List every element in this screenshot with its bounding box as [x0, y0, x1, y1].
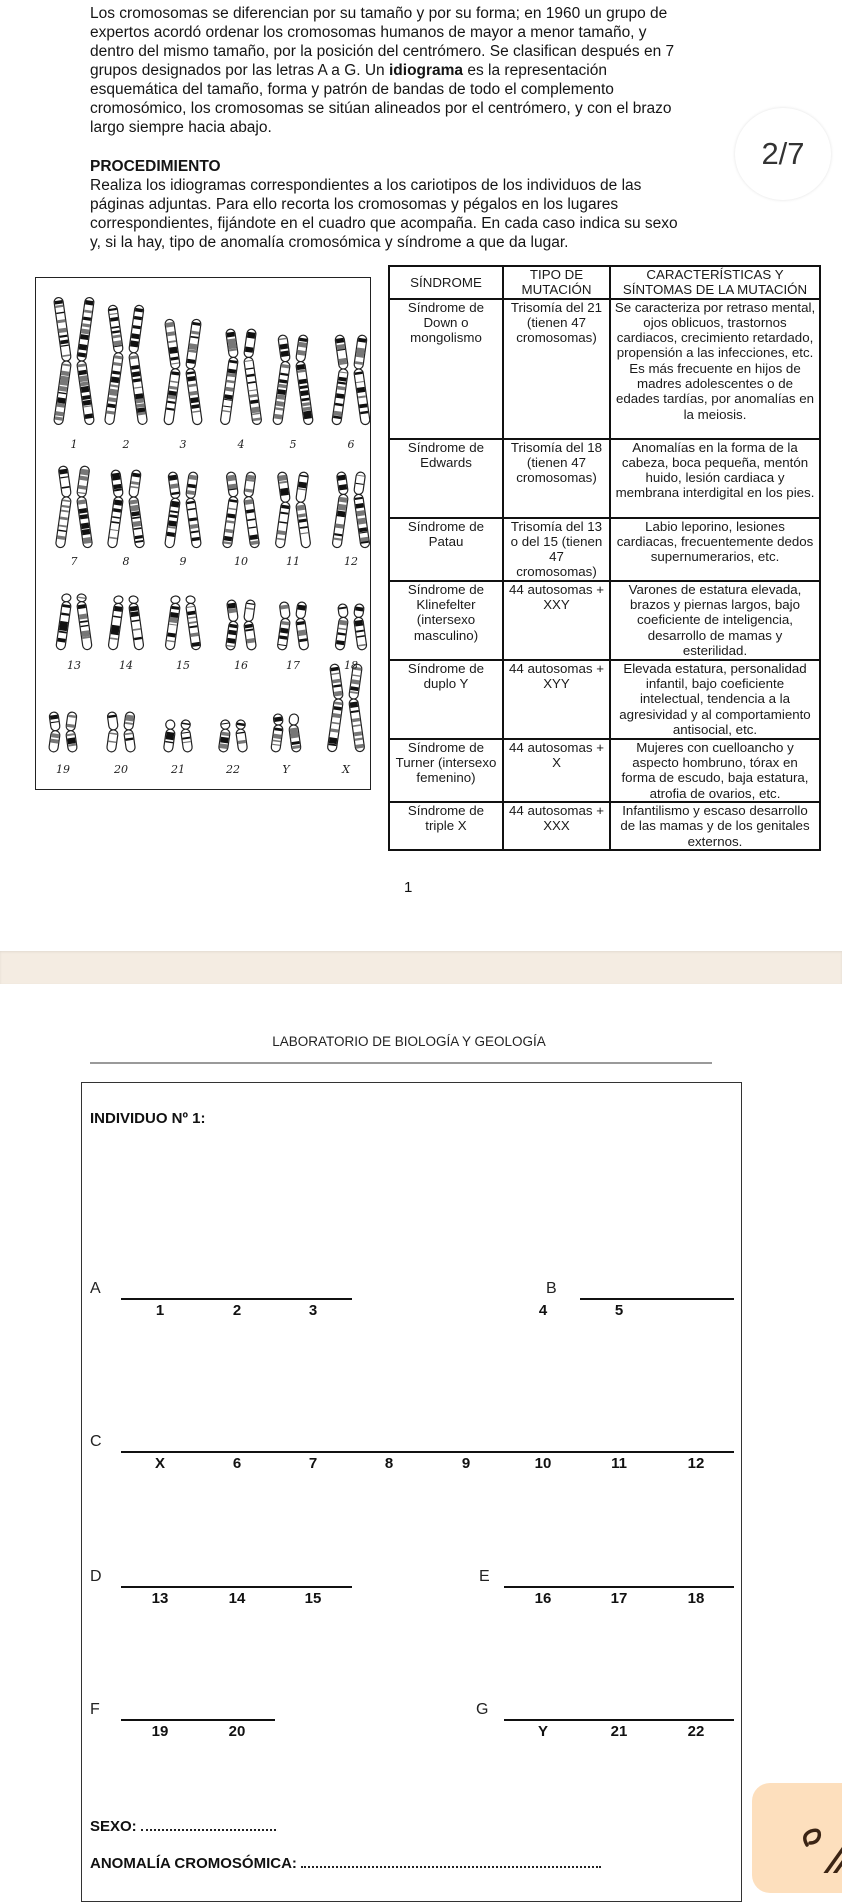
- slot-number: 20: [228, 1723, 246, 1740]
- chromosome-pair-18: [335, 603, 367, 650]
- header-type: TIPO DE MUTACIÓN: [503, 266, 610, 299]
- slot-number: 3: [308, 1302, 318, 1319]
- chromosome-label: 14: [119, 659, 133, 672]
- chromosome-pair-21: [163, 719, 192, 752]
- chromosome-label: 7: [70, 555, 78, 568]
- slot-number: 17: [610, 1590, 628, 1607]
- sex-label: SEXO:: [90, 1818, 137, 1835]
- procedure-heading: PROCEDIMIENTO: [90, 158, 221, 175]
- cell-syndrome: Síndrome de Klinefelter (intersexo masculino): [389, 581, 503, 660]
- paste-line-C[interactable]: [121, 1451, 734, 1453]
- paste-line-G[interactable]: [504, 1719, 734, 1721]
- cell-traits: Varones de estatura elevada, brazos y piernas largos, bajo coeficiente de inteligencia, desarrollo de mamas y esterilidad.: [610, 581, 820, 660]
- chromosome-pair-1: [54, 297, 95, 425]
- page-indicator-badge[interactable]: [735, 108, 831, 200]
- procedure-line: y, si la hay, tipo de anomalía cromosómica y síndrome a que da lugar.: [90, 234, 569, 251]
- cell-syndrome: Síndrome de Turner (intersexo femenino): [389, 739, 503, 802]
- chromosome-pair-19: [49, 712, 78, 753]
- slot-number: 7: [308, 1455, 318, 1472]
- table-row: [389, 739, 820, 802]
- chromosome-label: 12: [344, 555, 358, 568]
- slot-number: 2: [232, 1302, 242, 1319]
- chromosome-label: 1: [70, 438, 78, 451]
- chromosome-label: 16: [234, 659, 248, 672]
- bold-term: idiograma: [388, 62, 464, 79]
- slot-number: 21: [610, 1723, 628, 1740]
- header-syndrome: SÍNDROME: [389, 266, 503, 299]
- paste-line-A[interactable]: [121, 1298, 352, 1300]
- group-letter-C: C: [90, 1433, 102, 1450]
- karyotype-drawing: [36, 278, 372, 791]
- app-icon-badge[interactable]: [752, 1783, 842, 1893]
- chromosome-pair-5: [273, 335, 314, 425]
- page-separator: [0, 951, 842, 984]
- sex-field[interactable]: [90, 1817, 276, 1835]
- cell-syndrome: Síndrome de Edwards: [389, 439, 503, 518]
- intro-line: dentro del mismo tamaño, por la posición del centrómero. Se clasifican después en 7: [90, 43, 675, 60]
- chromosome-pair-3: [164, 319, 203, 425]
- chromosome-pair-2: [104, 305, 147, 425]
- chromosome-pair-12: [332, 472, 370, 549]
- chromosome-pair-13: [56, 593, 92, 650]
- cell-traits: Mujeres con cuelloancho y aspecto hombruno, tórax en forma de escudo, baja estatura, atrofia de ovarios, etc.: [610, 739, 820, 802]
- intro-line-rest: es la representación: [463, 62, 607, 79]
- chromosome-pair-7: [55, 466, 92, 548]
- cell-syndrome: Síndrome de triple X: [389, 802, 503, 850]
- intro-line: expertos acordó ordenar los cromosomas humanos de mayor a menor tamaño, y: [90, 24, 647, 41]
- page-indicator-text: 2/7: [761, 136, 805, 171]
- header-traits: CARACTERÍSTICAS Y SÍNTOMAS DE LA MUTACIÓN: [610, 266, 820, 299]
- chromosome-pair-9: [165, 472, 202, 549]
- chromosome-pair-10: [222, 472, 259, 549]
- procedure-line: páginas adjuntas. Para ello recorta los cromosomas y pégalos en los lugares: [90, 196, 619, 213]
- paste-line-E[interactable]: [504, 1586, 734, 1588]
- intro-line: Los cromosomas se diferencian por su tamaño y por su forma; en 1960 un grupo de: [90, 5, 668, 22]
- cell-traits: Elevada estatura, personalidad infantil, bajo coeficiente intelectual, tendencia a la agresividad y al comportamiento antisocial, etc.: [610, 660, 820, 739]
- chromosome-label: 19: [56, 763, 70, 776]
- chromosome-label: 10: [234, 555, 248, 568]
- page-number: 1: [404, 879, 413, 896]
- cell-traits: Se caracteriza por retraso mental, ojos oblicuos, trastornos cardiacos, crecimiento retardado, propensión a las infecciones, etc. Es más frecuente en hijos de madres adolescentes o de edades tardías, por anomalías en la meiosis.: [610, 299, 820, 439]
- anomaly-label: ANOMALÍA CROMOSÓMICA:: [90, 1855, 297, 1872]
- slot-number: 14: [228, 1590, 246, 1607]
- chromosome-label: 5: [289, 438, 297, 451]
- paste-line-F[interactable]: [121, 1719, 275, 1721]
- group-letter-F: F: [90, 1701, 100, 1718]
- paste-line-D[interactable]: [121, 1586, 352, 1588]
- slot-number: 13: [151, 1590, 169, 1607]
- chromosome-pair-14: [108, 595, 144, 650]
- cell-mutation-type: 44 autosomas + X: [503, 739, 610, 802]
- table-row: [389, 299, 820, 439]
- slot-number: 8: [384, 1455, 394, 1472]
- table-row: [389, 660, 820, 739]
- group-letter-B: B: [546, 1280, 557, 1297]
- cell-mutation-type: Trisomía del 18 (tienen 47 cromosomas): [503, 439, 610, 518]
- slot-number: 9: [461, 1455, 471, 1472]
- cell-traits: Infantilismo y escaso desarrollo de las mamas y de los genitales externos.: [610, 802, 820, 850]
- chromosome-label: 22: [226, 763, 240, 776]
- chromosome-pair-17: [277, 602, 309, 651]
- procedure-line: Realiza los idiogramas correspondientes a los cariotipos de los individuos de las: [90, 177, 642, 194]
- chromosome-label: 2: [122, 438, 130, 451]
- lab-title: LABORATORIO DE BIOLOGÍA Y GEOLOGÍA: [272, 1034, 546, 1049]
- cell-syndrome: Síndrome de Down o mongolismo: [389, 299, 503, 439]
- chromosome-pair-6: [332, 335, 371, 425]
- karyotype-figure: [35, 277, 371, 790]
- group-letter-G: G: [476, 1701, 489, 1718]
- syndrome-table: [388, 265, 821, 851]
- slot-number: 22: [687, 1723, 705, 1740]
- chromosome-label: 4: [237, 438, 245, 451]
- table-header-row: [389, 266, 820, 299]
- cell-traits: Labio leporino, lesiones cardiacas, frecuentemente dedos supernumerarios, etc.: [610, 518, 820, 581]
- chromosome-pair-Y: [271, 713, 302, 752]
- chromosome-label: 15: [176, 659, 190, 672]
- chromosome-label: 17: [286, 659, 300, 672]
- slot-number: 19: [151, 1723, 169, 1740]
- cell-mutation-type: Trisomía del 21 (tienen 47 cromosomas): [503, 299, 610, 439]
- header-divider: [90, 1062, 712, 1064]
- slot-number: 10: [534, 1455, 552, 1472]
- chromosome-pair-15: [165, 595, 201, 650]
- chromosome-label: 20: [114, 763, 128, 776]
- chromosome-pair-11: [275, 472, 311, 549]
- chromosome-pair-16: [225, 600, 256, 651]
- chromosome-pair-8: [107, 470, 144, 549]
- table-row: [389, 439, 820, 518]
- intro-paragraph: [90, 4, 730, 137]
- chromosome-label: 6: [347, 438, 355, 451]
- chromosome-pair-X: [327, 664, 365, 752]
- chromosome-label: 18: [344, 659, 358, 672]
- intro-line: cromosómico, los cromosomas se sitúan alineados por el centrómero, y con el brazo: [90, 100, 672, 117]
- anomaly-blank[interactable]: [301, 1854, 601, 1868]
- intro-line: largo siempre hacia abajo.: [90, 119, 272, 136]
- group-letter-E: E: [479, 1568, 490, 1585]
- chromosome-pair-22: [218, 719, 247, 752]
- slot-number: 11: [611, 1455, 627, 1472]
- table-row: [389, 802, 820, 850]
- paste-line-B[interactable]: [580, 1298, 734, 1300]
- table-row: [389, 518, 820, 581]
- slot-number: 12: [687, 1455, 705, 1472]
- procedure-section: [90, 157, 730, 252]
- slot-number: 18: [687, 1590, 705, 1607]
- slot-number: 4: [538, 1302, 548, 1319]
- chromosome-label: 13: [67, 659, 81, 672]
- cell-traits: Anomalías en la forma de la cabeza, boca pequeña, mentón huido, lesión cardiaca y membrana interdigital en los pies.: [610, 439, 820, 518]
- cell-syndrome: Síndrome de duplo Y: [389, 660, 503, 739]
- chromosome-pair-20: [106, 712, 135, 753]
- chromosome-label: 11: [286, 555, 300, 568]
- chromosome-label: 9: [179, 555, 187, 568]
- cell-mutation-type: 44 autosomas + XXX: [503, 802, 610, 850]
- chromosome-label: X: [342, 763, 350, 776]
- idiogram-sheet: [81, 1082, 742, 1902]
- slot-number: 15: [304, 1590, 322, 1607]
- slot-number: Y: [537, 1723, 549, 1740]
- chromosome-label: 21: [171, 763, 185, 776]
- slot-number: 6: [232, 1455, 242, 1472]
- cell-syndrome: Síndrome de Patau: [389, 518, 503, 581]
- intro-line-start: grupos designados por las letras A a G. Un: [90, 62, 389, 79]
- slot-number: 5: [614, 1302, 624, 1319]
- sex-blank[interactable]: [141, 1817, 276, 1831]
- slot-number: X: [154, 1455, 166, 1472]
- individual-title: INDIVIDUO Nº 1:: [90, 1110, 206, 1127]
- group-letter-A: A: [90, 1280, 101, 1297]
- table-row: [389, 581, 820, 660]
- intro-line: esquemática del tamaño, forma y patrón de bandas de todo el complemento: [90, 81, 614, 98]
- cell-mutation-type: 44 autosomas + XXY: [503, 581, 610, 660]
- slot-number: 1: [155, 1302, 165, 1319]
- question-slash-icon: [752, 1783, 842, 1873]
- anomaly-field[interactable]: [90, 1854, 601, 1872]
- intro-line: [90, 61, 730, 80]
- group-letter-D: D: [90, 1568, 102, 1585]
- slot-number: 16: [534, 1590, 552, 1607]
- procedure-line: correspondientes, fijándote en el cuadro que acompaña. En cada caso indica su sexo: [90, 215, 678, 232]
- chromosome-label: 3: [179, 438, 187, 451]
- cell-mutation-type: Trisomía del 13 o del 15 (tienen 47 cromosomas): [503, 518, 610, 581]
- chromosome-label: Y: [282, 763, 290, 776]
- chromosome-label: 8: [122, 555, 130, 568]
- chromosome-pair-4: [220, 329, 262, 425]
- cell-mutation-type: 44 autosomas + XYY: [503, 660, 610, 739]
